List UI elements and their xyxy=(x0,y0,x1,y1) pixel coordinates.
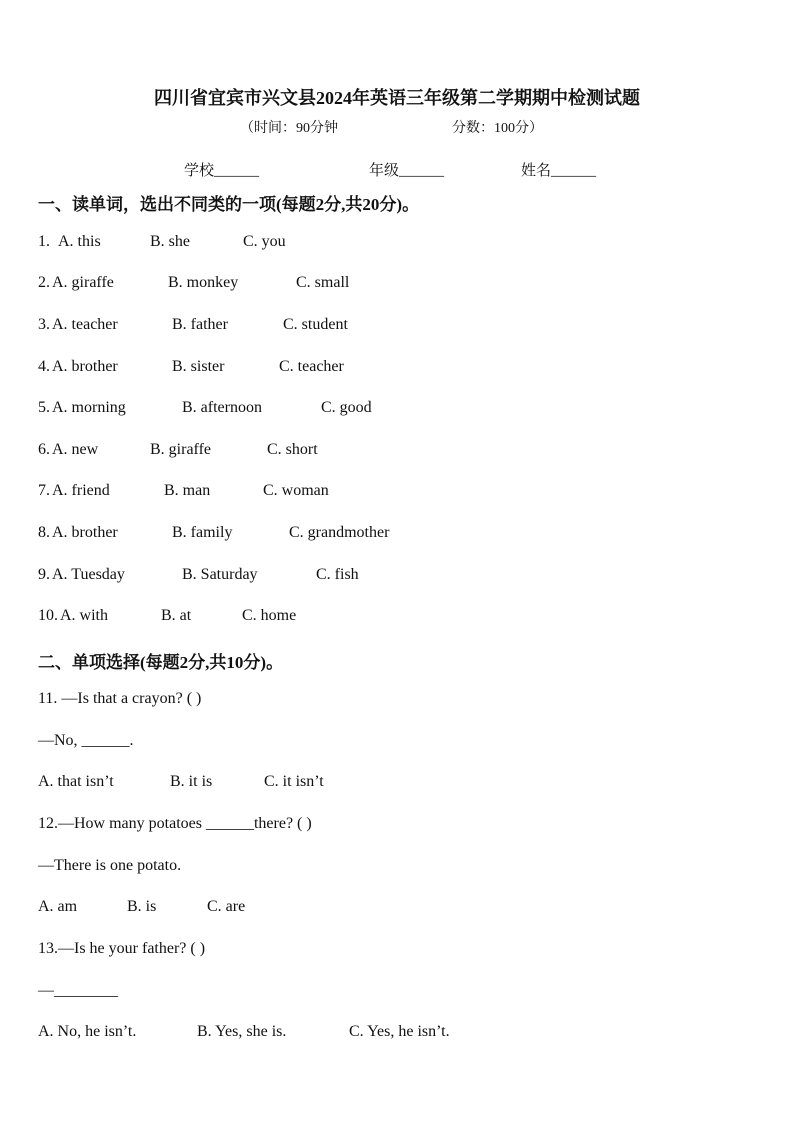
option-c: C. are xyxy=(207,898,246,915)
option-c: C. student xyxy=(283,316,348,333)
question-number: 2. xyxy=(38,274,50,291)
name-field: 姓名______ xyxy=(521,163,597,179)
question-number: 9. xyxy=(38,566,50,583)
option-a: A. Tuesday xyxy=(52,566,125,583)
grade-field: 年级______ xyxy=(369,163,445,179)
question-number: 3. xyxy=(38,316,50,333)
option-b: B. Saturday xyxy=(182,566,258,583)
option-c: C. home xyxy=(242,607,297,624)
question-13: 13.—Is he your father? ( ) xyxy=(38,940,206,957)
option-a: A. morning xyxy=(52,399,126,416)
section-heading-2: 二、单项选择(每题2分,共10分)。 xyxy=(38,653,284,672)
option-a: A. new xyxy=(52,441,99,458)
option-b: B. father xyxy=(172,316,228,333)
option-a: A. brother xyxy=(52,524,118,541)
option-a: A. that isn’t xyxy=(38,773,114,790)
option-b: B. it is xyxy=(170,773,213,790)
option-c: C. small xyxy=(296,274,350,291)
exam-time: （时间：90分钟 xyxy=(240,121,338,136)
option-b: B. monkey xyxy=(168,274,239,291)
option-b: B. at xyxy=(161,607,192,624)
option-b: B. Yes, she is. xyxy=(197,1023,287,1040)
section-heading-1: 一、读单词，选出不同类的一项(每题2分,共20分)。 xyxy=(38,195,420,214)
question-number: 8. xyxy=(38,524,50,541)
option-c: C. Yes, he isn’t. xyxy=(349,1023,450,1040)
question-number: 5. xyxy=(38,399,50,416)
option-c: C. woman xyxy=(263,482,329,499)
option-b: B. is xyxy=(127,898,157,915)
question-11: 11. —Is that a crayon? ( ) xyxy=(38,690,202,707)
option-c: C. fish xyxy=(316,566,359,583)
option-a: A. brother xyxy=(52,358,118,375)
option-b: B. afternoon xyxy=(182,399,262,416)
option-b: B. sister xyxy=(172,358,225,375)
page-title: 四川省宜宾市兴文县2024年英语三年级第二学期期中检测试题 xyxy=(154,88,640,108)
question-11-answer: —No, ______. xyxy=(38,732,134,749)
option-a: A. friend xyxy=(52,482,110,499)
question-number: 4. xyxy=(38,358,50,375)
question-number: 6. xyxy=(38,441,50,458)
option-a: A. this xyxy=(58,233,101,250)
option-c: C. it isn’t xyxy=(264,773,324,790)
option-b: B. family xyxy=(172,524,233,541)
question-13-answer: —________ xyxy=(38,982,118,999)
option-c: C. you xyxy=(243,233,286,250)
option-c: C. short xyxy=(267,441,318,458)
school-field: 学校______ xyxy=(184,163,260,179)
exam-score: 分数：100分） xyxy=(452,121,543,136)
option-a: A. with xyxy=(60,607,108,624)
option-c: C. grandmother xyxy=(289,524,390,541)
question-number: 7. xyxy=(38,482,50,499)
option-a: A. teacher xyxy=(52,316,118,333)
question-12: 12.—How many potatoes ______there? ( ) xyxy=(38,815,312,832)
option-c: C. teacher xyxy=(279,358,344,375)
option-b: B. giraffe xyxy=(150,441,212,458)
question-12-answer: —There is one potato. xyxy=(38,857,182,874)
option-c: C. good xyxy=(321,399,372,416)
option-b: B. she xyxy=(150,233,190,250)
question-number: 10. xyxy=(38,607,58,624)
option-a: A. giraffe xyxy=(52,274,114,291)
option-a: A. No, he isn’t. xyxy=(38,1023,137,1040)
option-a: A. am xyxy=(38,898,78,915)
option-b: B. man xyxy=(164,482,211,499)
question-number: 1. xyxy=(38,233,50,250)
